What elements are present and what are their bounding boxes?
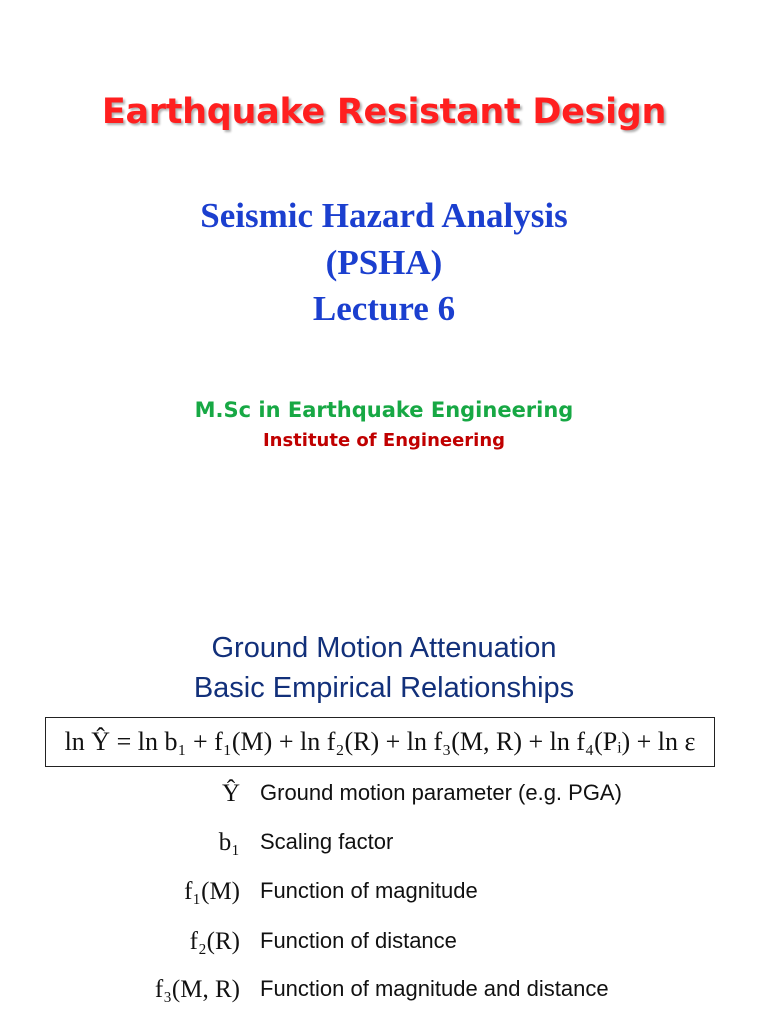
section-heading-line-2: Basic Empirical Relationships [193,672,575,704]
definition-description: Scaling factor [260,829,394,854]
slide-title: Earthquake Resistant Design [101,92,667,132]
definition-description: Ground motion parameter (e.g. PGA) [260,780,622,805]
definition-symbol: f₂(R) [189,928,240,955]
definition-description: Function of distance [260,928,457,953]
subtitle-line-3: Lecture 6 [312,289,456,328]
definition-symbol: f₁(M) [184,878,240,905]
definition-symbol: Ŷ [221,780,240,807]
definition-description: Function of magnitude [260,878,478,903]
program-name: M.Sc in Earthquake Engineering [194,398,574,422]
institute-name: Institute of Engineering [262,430,506,451]
definition-symbol: b₁ [218,829,240,856]
subtitle-line-1: Seismic Hazard Analysis [200,196,568,235]
attenuation-equation-box [45,717,715,767]
subtitle-line-2: (PSHA) [325,243,443,282]
section-heading-line-1: Ground Motion Attenuation [211,632,557,664]
definition-description: Function of magnitude and distance [260,976,609,1001]
definition-symbol: f₃(M, R) [154,976,240,1003]
attenuation-equation: ln Ŷ = ln b₁ + f₁(M) + ln f₂(R) + ln f₃(M, R) + ln f₄(Pᵢ) + ln ε [64,727,696,756]
